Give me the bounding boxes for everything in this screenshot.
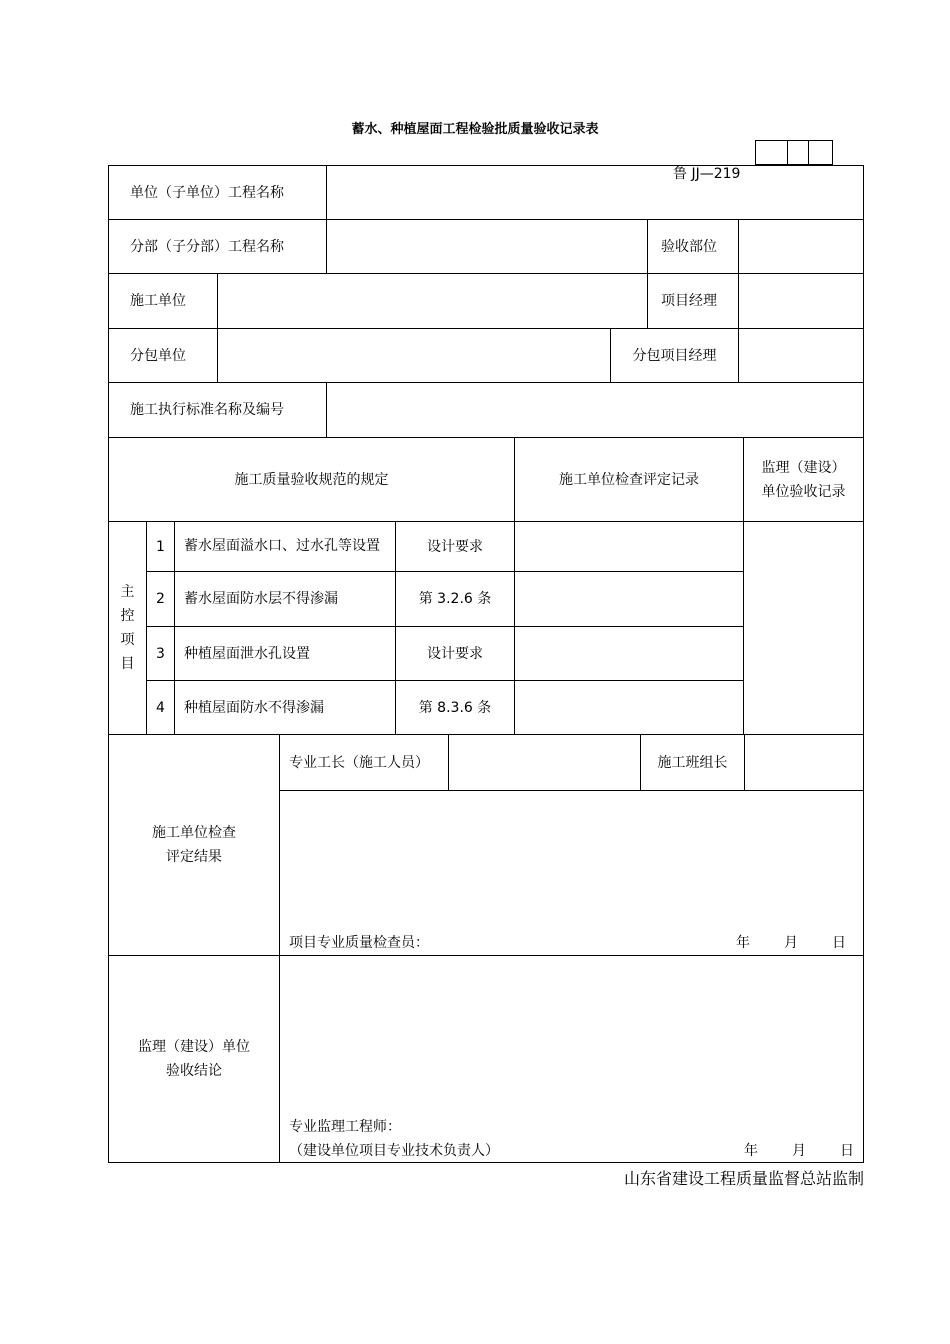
- construction-unit-label: 施工单位: [130, 293, 186, 309]
- number-box-divider: [787, 140, 788, 165]
- item-requirement: 第 3.2.6 条: [418, 591, 492, 607]
- item-number: 2: [156, 591, 165, 607]
- contractor-result-area[interactable]: [280, 791, 863, 931]
- item-description: 种植屋面防水不得渗漏: [184, 699, 324, 716]
- item-description: 种植屋面泄水孔设置: [184, 645, 310, 662]
- item-contractor-record-field[interactable]: [515, 522, 743, 571]
- supervisor-record-header-line1: 监理（建设）: [761, 459, 846, 476]
- supervisor-conclusion-label: [109, 956, 279, 1162]
- standard-field[interactable]: [327, 383, 863, 437]
- number-box: [755, 140, 833, 165]
- subcontract-manager-label: 分包项目经理: [632, 347, 717, 364]
- table-line: [647, 219, 648, 328]
- item-number: 3: [156, 645, 165, 662]
- date-day: 日: [840, 1143, 854, 1159]
- form-title: 蓄水、种植屋面工程检验批质量验收记录表: [351, 122, 599, 137]
- main-control-group-label: [109, 522, 146, 734]
- supervisor-record-header-line2: 单位验收记录: [761, 483, 846, 500]
- item-contractor-record-field[interactable]: [515, 681, 743, 734]
- table-line: [174, 521, 175, 734]
- division-project-name-label: 分部（子分部）工程名称: [130, 238, 284, 255]
- team-leader-label: 施工班组长: [657, 754, 728, 771]
- table-border-right: [863, 165, 864, 1163]
- item-number: 4: [156, 699, 165, 716]
- date-year: 年: [736, 935, 750, 951]
- acceptance-part-label: 验收部位: [661, 238, 717, 255]
- supervising-engineer-label: 专业监理工程师：: [289, 1119, 401, 1135]
- team-leader-field[interactable]: [745, 735, 863, 790]
- foreman-label: 专业工长（施工人员）: [289, 754, 429, 771]
- foreman-field[interactable]: [449, 735, 640, 790]
- supervisor-conclusion-area[interactable]: [280, 956, 863, 1114]
- project-manager-field[interactable]: [739, 274, 863, 328]
- item-requirement: 设计要求: [427, 645, 483, 662]
- item-requirement: 第 8.3.6 条: [418, 699, 492, 716]
- group-char: 控: [120, 608, 135, 624]
- unit-project-name-field[interactable]: [327, 166, 863, 219]
- construction-unit-field[interactable]: [218, 274, 647, 328]
- item-contractor-record-field[interactable]: [515, 572, 743, 626]
- group-char: 目: [120, 656, 135, 672]
- subcontract-unit-field[interactable]: [218, 329, 610, 382]
- table-border-bottom: [108, 1162, 864, 1163]
- standard-label: 施工执行标准名称及编号: [130, 402, 284, 418]
- contractor-check-label-line2: 评定结果: [166, 849, 222, 865]
- item-contractor-record-field[interactable]: [515, 627, 743, 680]
- group-char: 主: [120, 584, 135, 600]
- supervisor-conclusion-label-line2: 验收结论: [166, 1063, 222, 1079]
- date-year: 年: [744, 1143, 758, 1159]
- inspector-label: 项目专业质量检查员：: [289, 935, 429, 951]
- contractor-check-label: [109, 735, 279, 955]
- item-description: 蓄水屋面防水层不得渗漏: [184, 591, 338, 607]
- item-number: 1: [156, 538, 165, 555]
- form-code: 鲁 JJ—219: [673, 166, 741, 182]
- date-day: 日: [832, 935, 846, 951]
- date-month: 月: [784, 935, 798, 951]
- supervisor-conclusion-label-line1: 监理（建设）单位: [138, 1039, 250, 1055]
- issuing-organization: 山东省建设工程质量监督总站监制: [623, 1169, 864, 1188]
- group-char: 项: [120, 632, 135, 648]
- date-month: 月: [792, 1143, 806, 1159]
- supervisor-record-field[interactable]: [744, 522, 863, 734]
- contractor-check-label-line1: 施工单位检查: [152, 825, 236, 841]
- spec-column-header: 施工质量验收规范的规定: [234, 471, 389, 488]
- subcontract-manager-field[interactable]: [739, 329, 863, 382]
- project-manager-label: 项目经理: [661, 293, 717, 309]
- unit-project-name-label: 单位（子单位）工程名称: [130, 184, 284, 201]
- supervisor-record-column-header: [744, 438, 863, 521]
- subcontract-unit-label: 分包单位: [130, 347, 186, 364]
- contractor-record-column-header: 施工单位检查评定记录: [559, 471, 699, 488]
- owner-representative-label: （建设单位项目专业技术负责人）: [289, 1143, 499, 1159]
- division-project-name-field[interactable]: [327, 220, 647, 273]
- number-box-divider: [808, 140, 809, 165]
- acceptance-part-field[interactable]: [739, 220, 863, 273]
- item-description: 蓄水屋面溢水口、过水孔等设置: [184, 538, 380, 554]
- item-requirement: 设计要求: [427, 538, 483, 555]
